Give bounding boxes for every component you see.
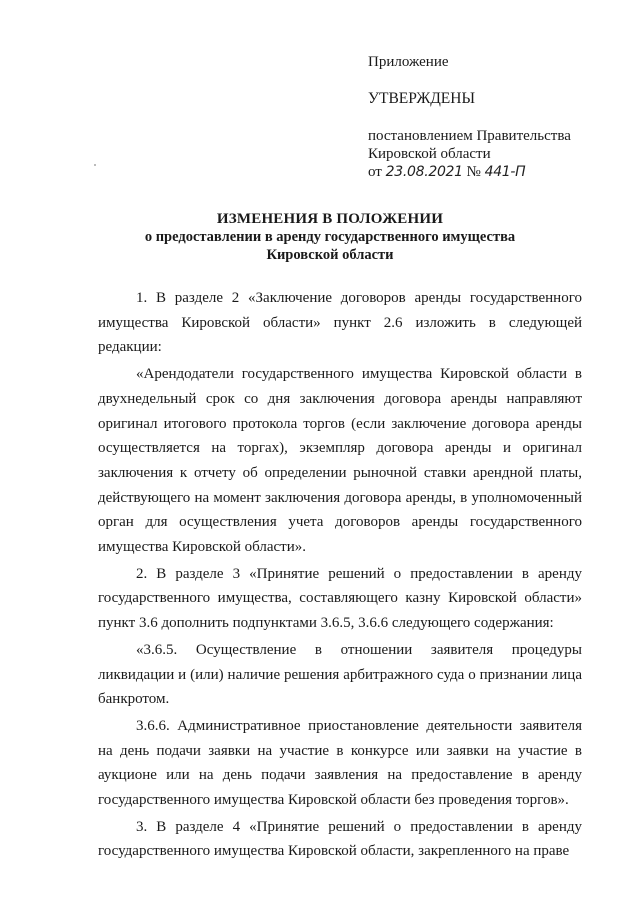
paragraph-1: 1. В разделе 2 «Заключение договоров аренды государственного имущества Кировской области» пункт 2.6 изложить в следующей редакции: [98, 290, 582, 356]
document-body [98, 286, 582, 864]
handwritten-date: 23.08.2021 [385, 164, 463, 180]
decree-line-2: Кировской области [368, 146, 491, 162]
date-prefix: от [368, 164, 382, 180]
number-prefix: № [466, 164, 481, 180]
paragraph-5: 3.6.6. Административное приостановление деятельности заявителя на день подачи заявки на участие в конкурсе или заявки на участие в аукционе или на день подачи заявления на предоставление в аренду государственного имущества Кировской области без проведения торгов». [98, 717, 582, 809]
paragraph-3: 2. В разделе 3 «Принятие решений о предоставлении в аренду государственного имущества, составляющего казну Кировской области» пункт 3.6 дополнить подпунктами 3.6.5, 3.6.6 следующего содержания: [98, 565, 582, 632]
approved-label: УТВЕРЖДЕНЫ [368, 90, 475, 107]
document-title-block [80, 210, 580, 264]
paragraph-2: «Арендодатели государственного имущества Кировской области в двухнедельный срок со дня заключения договора аренды направляют оригинал итогового протокола торгов (если заключение договора аренды осуществляется на торгах), экземпляр договора аренды и оригинал заключения к отчету об определении рыночной ставки арендной платы, действующего на момент заключения договора аренды, в уполномоченный орган для осуществления учета договоров аренды государственного имущества Кировской области». [98, 366, 582, 556]
paragraph-6: 3. В разделе 4 «Принятие решений о предоставлении в аренду государственного имущества Кировской области, закрепленного на праве [98, 818, 582, 860]
decree-date-line [368, 163, 608, 181]
decree-reference [368, 127, 608, 181]
document-title: ИЗМЕНЕНИЯ В ПОЛОЖЕНИИ [216, 211, 444, 227]
paragraph-4: «3.6.5. Осуществление в отношении заявителя процедуры ликвидации и (или) наличие решения арбитражного суда о признании лица банкротом. [98, 641, 582, 708]
document-subtitle-line-2: Кировской области [266, 247, 394, 263]
scan-speck [94, 164, 96, 166]
document-subtitle-line-1: о предоставлении в аренду государственного имущества [144, 229, 516, 245]
approval-stamp-block [368, 53, 608, 181]
decree-line-1: постановлением Правительства [368, 128, 571, 144]
appendix-label: Приложение [368, 54, 449, 70]
handwritten-number: 441-П [484, 164, 526, 180]
